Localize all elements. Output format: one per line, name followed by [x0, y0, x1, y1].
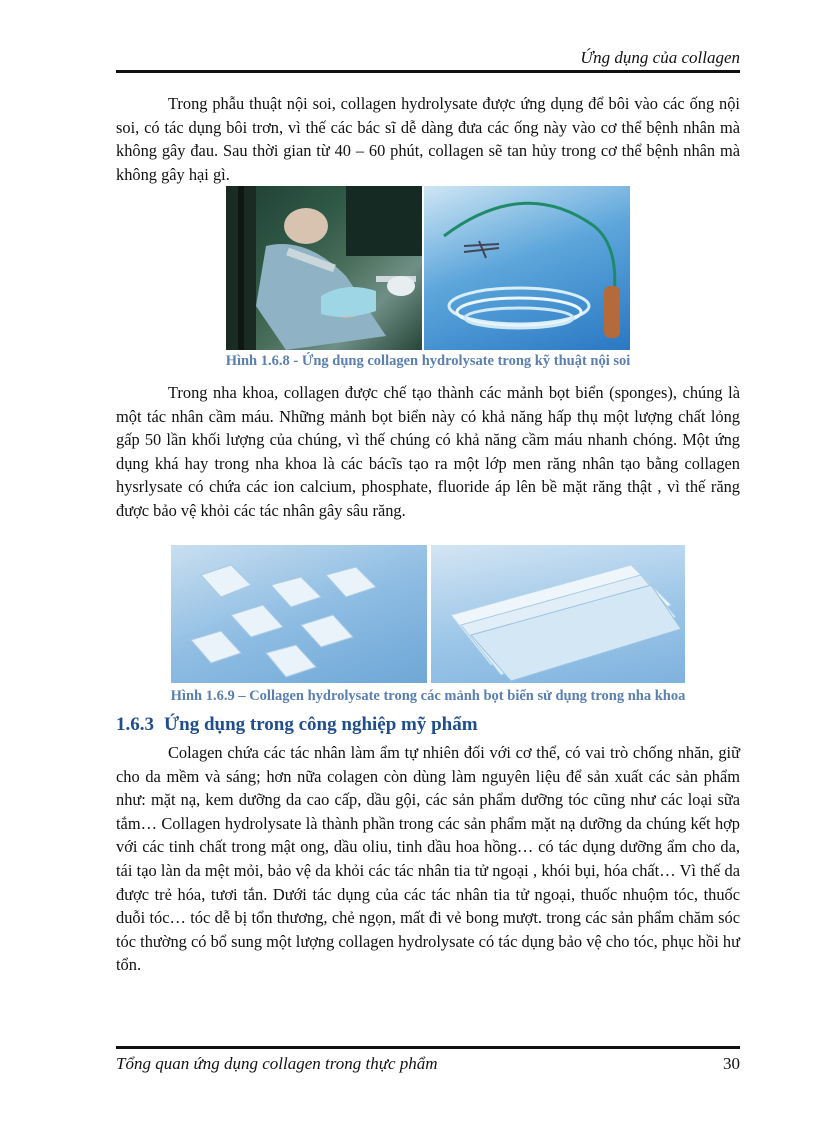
header-rule: [116, 70, 740, 73]
running-header: Ứng dụng của collagen: [580, 48, 740, 67]
endoscopy-surgery-photo: [226, 186, 422, 350]
figure-caption-1-6-9: Hình 1.6.9 – Collagen hydrolysate trong các mảnh bọt biển sử dụng trong nha khoa: [170, 688, 686, 704]
collagen-sponges-photo: [171, 545, 427, 683]
footer-rule: [116, 1046, 740, 1049]
section-title: Ứng dụng trong công nghiệp mỹ phẩm: [164, 714, 478, 735]
paragraph-endoscopy: Trong phẫu thuật nội soi, collagen hydrolysate được ứng dụng để bôi vào các ống nội soi, có tác dụng bôi trơn, vì thế các bác sĩ dễ dàng đưa các ống này vào cơ thể bệnh nhân mà không gây đau. Sau thời gian từ 40 – 60 phút, collagen sẽ tan hủy trong cơ thể bệnh nhân mà không gây hại gì.: [116, 94, 740, 184]
endoscope-tube-photo: [424, 186, 630, 350]
collagen-sheets-photo: [431, 545, 685, 683]
page-number: 30: [723, 1054, 740, 1073]
section-heading: [116, 714, 478, 736]
paragraph-cosmetics: Colagen chứa các tác nhân làm ẩm tự nhiên đối với cơ thể, có vai trò chống nhăn, giữ cho da mềm và sáng; hơn nữa colagen còn dùng làm nguyên liệu để sản xuất các sản phẩm như: mặt nạ, kem dưỡng da cao cấp, dầu gội, các sản phẩm dưỡng tóc cũng như các loại sữa tắm… Collagen hydrolysate là thành phần trong các sản phẩm mặt nạ dưỡng da chúng kết hợp với các tinh chất trong mật ong, dầu oliu, tinh dầu hoa hồng… có tác dụng dưỡng ẩm cho da, tái tạo làn da mệt mỏi, bảo vệ da khỏi các tác nhân tia tử ngoại , khói bụi, hóa chất… Vì thế da được trẻ hóa, tươi tắn. Dưới tác dụng của các tác nhân tia tử ngoại, thuốc nhuộm tóc, thuốc duỗi tóc… tóc dễ bị tổn thương, chẻ ngọn, mất đi vẻ bong mượt. trong các sản phẩm chăm sóc tóc thường có bổ sung một lượng collagen hydrolysate có tác dụng bảo vệ cho tóc, phục hồi hư tổn.: [116, 743, 740, 975]
running-footer: Tổng quan ứng dụng collagen trong thực phẩm: [116, 1054, 438, 1073]
paragraph-dentistry: Trong nha khoa, collagen được chế tạo thành các mảnh bọt biển (sponges), chúng là một tác nhân cầm máu. Những mảnh bọt biển này có khả năng hấp thụ một lượng chất lỏng gấp 50 lần khối lượng của chúng, vì thế chúng có khả năng cầm máu nhanh chóng. Một ứng dụng khá hay trong nha khoa là các bácĩs tạo ra một lớp men răng nhân tạo bằng collagen hysrlysate có chứa các ion calcium, phosphate, fluoride áp lên bề mặt răng thật , vì thế răng được bảo vệ khỏi các tác nhân gây sâu răng.: [116, 383, 740, 520]
figure-caption-1-6-8: Hình 1.6.8 - Ứng dụng collagen hydrolysate trong kỹ thuật nội soi: [225, 353, 631, 369]
section-number: 1.6.3: [116, 714, 154, 735]
